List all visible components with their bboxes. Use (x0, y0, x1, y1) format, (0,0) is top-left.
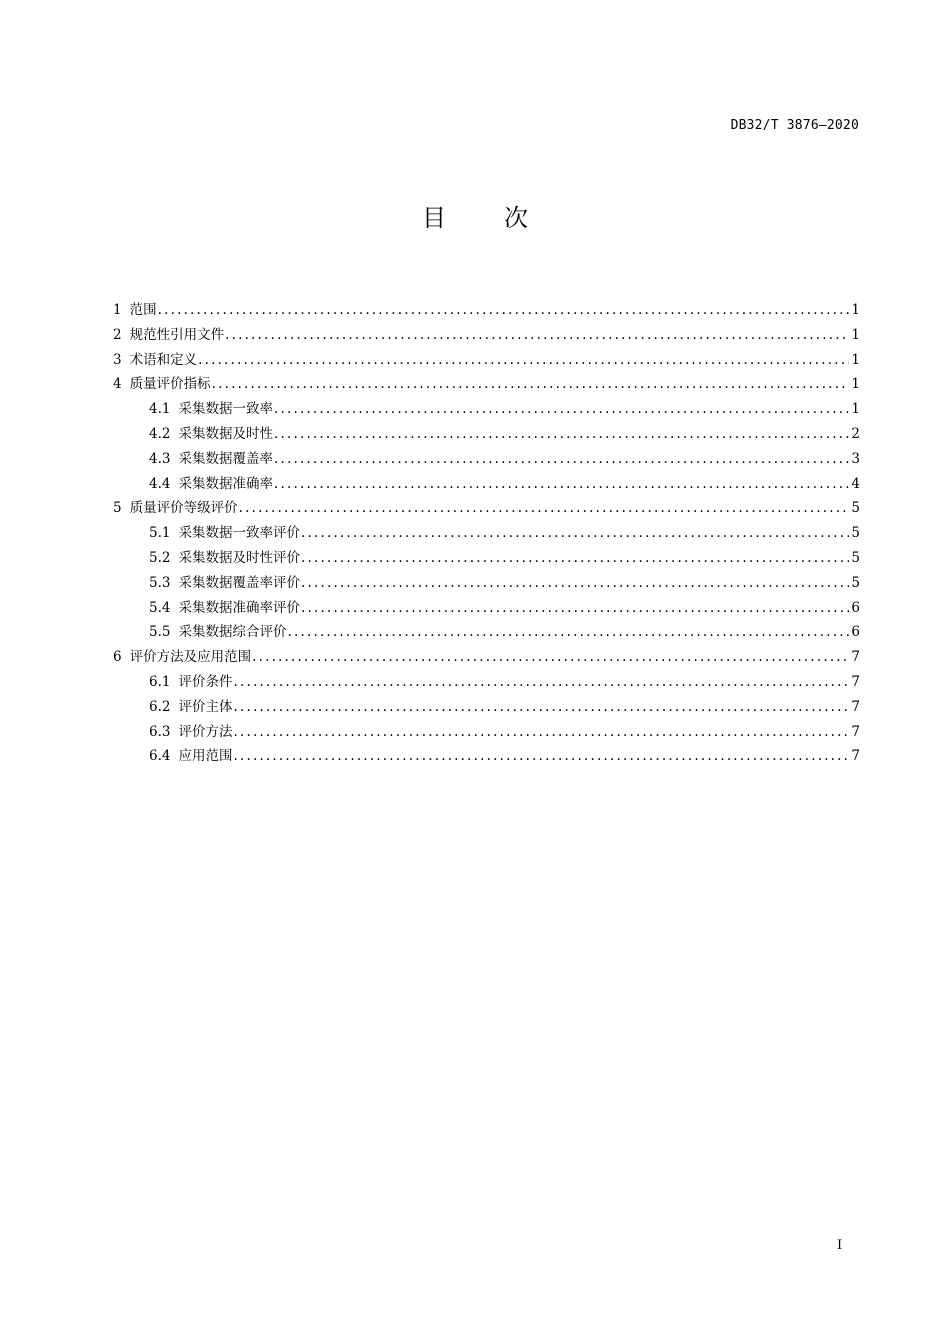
toc-entry[interactable] (113, 521, 860, 546)
toc-leader-dots (301, 575, 849, 591)
toc-entry-title: 应用范围 (178, 748, 233, 765)
toc-leader-dots (239, 500, 850, 516)
toc-entry-page: 7 (851, 698, 860, 715)
toc-entry-title: 采集数据覆盖率 (178, 450, 273, 467)
toc-entry[interactable] (113, 546, 860, 571)
toc-entry-title: 评价方法 (178, 723, 233, 740)
toc-leader-dots (158, 302, 850, 318)
toc-leader-dots (301, 550, 849, 566)
toc-entry[interactable] (113, 397, 860, 422)
toc-entry-number: 5.2 (149, 549, 171, 566)
toc-leader-dots (233, 674, 849, 690)
toc-entry[interactable] (113, 645, 860, 670)
toc-entry-page: 5 (851, 574, 860, 591)
toc-leader-dots (233, 748, 849, 764)
toc-leader-dots (233, 699, 849, 715)
toc-entry-title: 范围 (129, 302, 157, 318)
page-number: I (837, 1238, 843, 1253)
toc-entry-page: 7 (851, 649, 860, 666)
toc-entry-number: 6.1 (149, 673, 171, 690)
toc-entry-title: 采集数据及时性 (178, 425, 273, 442)
toc-leader-dots (287, 624, 849, 640)
toc-entry[interactable] (113, 620, 860, 645)
toc-entry-number: 5.1 (149, 525, 171, 542)
toc-entry-page: 3 (851, 450, 860, 467)
toc-leader-dots (274, 476, 849, 492)
toc-entry-page: 1 (851, 401, 860, 418)
toc-entry-number: 6.3 (149, 723, 171, 740)
toc-entry-number: 4 (113, 376, 122, 393)
toc-entry-title: 评价条件 (178, 673, 233, 690)
toc-leader-dots (274, 451, 849, 467)
toc-leader-dots (252, 649, 849, 665)
toc-entry-number: 4.1 (149, 401, 171, 418)
toc-entry[interactable] (113, 720, 860, 745)
toc-entry-page: 1 (851, 302, 860, 318)
toc-entry-number: 6 (113, 649, 122, 666)
toc-entry-title: 采集数据及时性评价 (178, 549, 300, 566)
toc-entry-title: 术语和定义 (129, 351, 198, 368)
toc-entry-title: 采集数据准确率 (178, 475, 273, 492)
toc-entry-number: 4.3 (149, 450, 171, 467)
toc-entry-title: 采集数据一致率评价 (178, 525, 300, 542)
toc-entry-title: 评价主体 (178, 698, 233, 715)
toc-entry-number: 2 (113, 326, 122, 343)
toc-entry-title: 质量评价等级评价 (129, 500, 238, 517)
toc-entry-number: 5.5 (149, 624, 171, 641)
toc-leader-dots (274, 401, 849, 417)
toc-entry[interactable] (113, 422, 860, 447)
toc-entry-number: 3 (113, 351, 122, 368)
toc-entry[interactable] (113, 571, 860, 596)
toc-entry-page: 7 (851, 673, 860, 690)
toc-entry-number: 1 (113, 302, 122, 318)
toc-entry-page: 1 (851, 351, 860, 368)
toc-leader-dots (301, 600, 849, 616)
toc-entry-number: 4.4 (149, 475, 171, 492)
toc-entry-page: 4 (851, 475, 860, 492)
document-code: DB32/T 3876—2020 (730, 118, 859, 133)
toc-entry-title: 采集数据准确率评价 (178, 599, 300, 616)
toc-entry[interactable] (113, 348, 860, 373)
toc-leader-dots (198, 352, 849, 368)
toc-entry-page: 5 (851, 500, 860, 517)
toc-entry-number: 5.4 (149, 599, 171, 616)
toc-entry-page: 6 (851, 599, 860, 616)
toc-entry-title: 采集数据一致率 (178, 401, 273, 418)
toc-entry-page: 5 (851, 525, 860, 542)
toc-entry-page: 5 (851, 549, 860, 566)
page-title: 目次 (422, 204, 586, 232)
toc-entry[interactable] (113, 472, 860, 497)
toc-entry-page: 1 (851, 326, 860, 343)
toc-entry[interactable] (113, 496, 860, 521)
toc-leader-dots (233, 724, 849, 740)
toc-entry[interactable] (113, 298, 860, 323)
table-of-contents (113, 298, 860, 769)
toc-entry-title: 规范性引用文件 (129, 326, 225, 343)
toc-entry[interactable] (113, 447, 860, 472)
toc-leader-dots (274, 426, 849, 442)
toc-entry[interactable] (113, 596, 860, 621)
toc-entry-page: 1 (851, 376, 860, 393)
toc-entry-number: 6.2 (149, 698, 171, 715)
toc-leader-dots (212, 376, 850, 392)
toc-entry-title: 采集数据覆盖率评价 (178, 574, 300, 591)
toc-entry-title: 采集数据综合评价 (178, 624, 287, 641)
toc-entry[interactable] (113, 670, 860, 695)
toc-entry-number: 6.4 (149, 748, 171, 765)
toc-entry-title: 评价方法及应用范围 (129, 649, 252, 666)
toc-entry-page: 2 (851, 425, 860, 442)
toc-entry[interactable] (113, 372, 860, 397)
toc-entry-number: 4.2 (149, 425, 171, 442)
toc-entry-page: 7 (851, 748, 860, 765)
toc-entry[interactable] (113, 323, 860, 348)
toc-entry-number: 5 (113, 500, 122, 517)
toc-entry[interactable] (113, 744, 860, 769)
toc-leader-dots (225, 327, 849, 343)
toc-entry-number: 5.3 (149, 574, 171, 591)
toc-entry-page: 7 (851, 723, 860, 740)
toc-leader-dots (301, 525, 849, 541)
toc-entry-title: 质量评价指标 (129, 376, 211, 393)
toc-entry[interactable] (113, 695, 860, 720)
toc-entry-page: 6 (851, 624, 860, 641)
